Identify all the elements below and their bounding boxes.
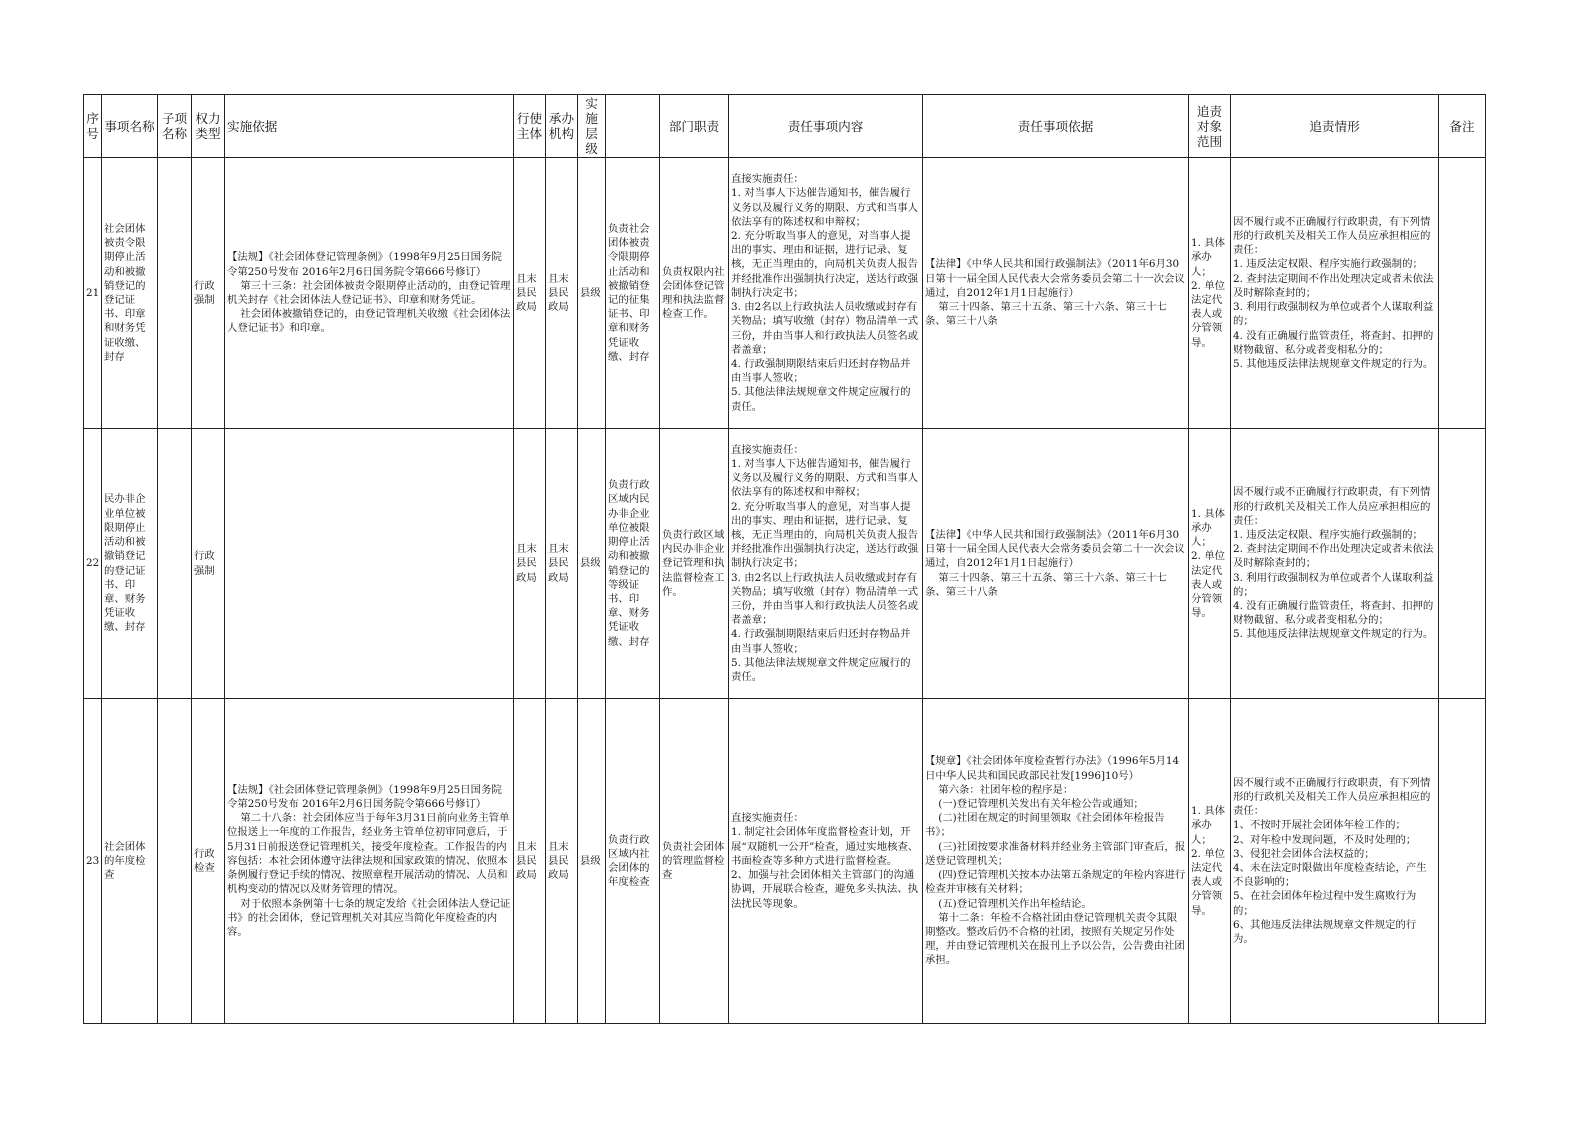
cell-item-name: 民办非企业单位被限期停止活动和被撤销登记的登记证书、印章、财务凭证收缴、封存 (102, 429, 158, 699)
cell-level: 县级 (578, 158, 606, 429)
header-power-type: 权力类型 (192, 95, 225, 158)
header-subject: 行使主体 (514, 95, 546, 158)
responsibility-table (83, 94, 1486, 1024)
cell-resp-basis: 【法律】《中华人民共和国行政强制法》（2011年6月30日第十一届全国人民代表大会常务委员会第二十一次会议通过，自2012年1月1日起施行） 第三十四条、第三十五条、第三十六条、第三十七条、第三十八条 (923, 429, 1189, 699)
cell-basis (225, 429, 514, 699)
header-dept-duty: 部门职责 (660, 95, 729, 158)
cell-org: 且末县民政局 (546, 699, 578, 1024)
cell-resp-content: 直接实施责任： 1. 对当事人下达催告通知书，催告履行义务以及履行义务的期限、方式和当事人依法享有的陈述权和申辩权； 2. 充分听取当事人的意见，对当事人提出的事实、理由和证据，进行记录、复核，无正当理由的，向局机关负责人报告并经批准作出强制执行决定，送达行政强制执行决定书； 3. 由2名以上行政执法人员收缴或封存有关物品；填写收缴（封存）物品清单一式三份，并由当事人和行政执法人员签名或者盖章； 4. 行政强制期限结束后归还封存物品并由当事人签收； 5. 其他法律法规规章文件规定应履行的责任。 (729, 429, 923, 699)
cell-item-name: 社会团体的年度检查 (102, 699, 158, 1024)
header-resp-content: 责任事项内容 (729, 95, 923, 158)
cell-remark (1439, 158, 1486, 429)
header-blank (606, 95, 660, 158)
header-sub-item: 子项名称 (158, 95, 192, 158)
cell-scope: 1. 具体承办人； 2. 单位法定代表人或分管领导。 (1189, 699, 1231, 1024)
cell-sub-item (158, 158, 192, 429)
cell-situation: 因不履行或不正确履行行政职责，有下列情形的行政机关及相关工作人员应承担相应的责任： 1. 违反法定权限、程序实施行政强制的； 2. 查封法定期间不作出处理决定或者未依法及时解除查封的； 3. 利用行政强制权为单位或者个人谋取利益的； 4. 没有正确履行监管责任，将查封、扣押的财物截留、私分或者变相私分的； 5. 其他违反法律法规规章文件规定的行为。 (1231, 429, 1439, 699)
cell-dept-duty: 负责社会团体的管理监督检查 (660, 699, 729, 1024)
cell-seq: 23 (84, 699, 102, 1024)
cell-seq: 22 (84, 429, 102, 699)
header-item-name: 事项名称 (102, 95, 158, 158)
header-seq: 序号 (84, 95, 102, 158)
cell-seq: 21 (84, 158, 102, 429)
cell-subject: 且末县民政局 (514, 699, 546, 1024)
cell-subject: 且末县民政局 (514, 158, 546, 429)
cell-power-type: 行政强制 (192, 158, 225, 429)
header-basis: 实施依据 (225, 95, 514, 158)
cell-remark (1439, 699, 1486, 1024)
cell-situation: 因不履行或不正确履行行政职责，有下列情形的行政机关及相关工作人员应承担相应的责任： 1、不按时开展社会团体年检工作的； 2、对年检中发现问题，不及时处理的； 3、侵犯社会团体合法权益的； 4、未在法定时限做出年度检查结论，产生不良影响的； 5、在社会团体年检过程中发生腐败行为的； 6、其他违反法律法规规章文件规定的行为。 (1231, 699, 1439, 1024)
cell-basis: 【法规】《社会团体登记管理条例》（1998年9月25日国务院令第250号发布 2016年2月6日国务院令第666号修订） 第三十三条：社会团体被责令限期停止活动的，由登记管理机关封存《社会团体法人登记证书》、印章和财务凭证。 社会团体被撤销登记的，由登记管理机关收缴《社会团体法人登记证书》和印章。 (225, 158, 514, 429)
cell-resp-content: 直接实施责任： 1. 制定社会团体年度监督检查计划，开展“双随机一公开”检查，通过实地核查、书面检查等多种方式进行监督检查。 2、加强与社会团体相关主管部门的沟通协调，开展联合检查，避免多头执法、执法扰民等现象。 (729, 699, 923, 1024)
cell-level: 县级 (578, 429, 606, 699)
header-scope: 追责对象范围 (1189, 95, 1231, 158)
header-resp-basis: 责任事项依据 (923, 95, 1189, 158)
header-org: 承办机构 (546, 95, 578, 158)
header-level: 实施层级 (578, 95, 606, 158)
cell-resp-content: 直接实施责任： 1. 对当事人下达催告通知书，催告履行义务以及履行义务的期限、方式和当事人依法享有的陈述权和申辩权； 2. 充分听取当事人的意见，对当事人提出的事实、理由和证据，进行记录、复核，无正当理由的，向局机关负责人报告并经批准作出强制执行决定，送达行政强制执行决定书； 3. 由2名以上行政执法人员收缴或封存有关物品；填写收缴（封存）物品清单一式三份，并由当事人和行政执法人员签名或者盖章； 4. 行政强制期限结束后归还封存物品并由当事人签收； 5. 其他法律法规规章文件规定应履行的责任。 (729, 158, 923, 429)
header-situation: 追责情形 (1231, 95, 1439, 158)
cell-org: 且末县民政局 (546, 158, 578, 429)
cell-level: 县级 (578, 699, 606, 1024)
cell-sub-item (158, 429, 192, 699)
cell-scope: 1. 具体承办人； 2. 单位法定代表人或分管领导。 (1189, 429, 1231, 699)
cell-scope: 1. 具体承办人； 2. 单位法定代表人或分管领导。 (1189, 158, 1231, 429)
table-header-row (84, 95, 1486, 158)
responsibility-list-sheet (83, 94, 1485, 1016)
cell-org: 且末县民政局 (546, 429, 578, 699)
cell-dept-duty: 负责行政区域内民办非企业登记管理和执法监督检查工作。 (660, 429, 729, 699)
cell-basis: 【法规】《社会团体登记管理条例》（1998年9月25日国务院令第250号发布 2016年2月6日国务院令第666号修订） 第二十八条：社会团体应当于每年3月31日前向业务主管单位报送上一年度的工作报告，经业务主管单位初审同意后，于5月31日前报送登记管理机关，接受年度检查。工作报告的内容包括：本社会团体遵守法律法规和国家政策的情况、依照本条例履行登记手续的情况、按照章程开展活动的情况、人员和机构变动的情况以及财务管理的情况。 对于依照本条例第十七条的规定发给《社会团体法人登记证书》的社会团体，登记管理机关对其应当简化年度检查的内容。 (225, 699, 514, 1024)
cell-power-type: 行政检查 (192, 699, 225, 1024)
cell-duty-item: 负责社会团体被责令限期停止活动和被撤销登记的征集证书、印章和财务凭证收缴、封存 (606, 158, 660, 429)
table-row (84, 429, 1486, 699)
table-row (84, 158, 1486, 429)
cell-situation: 因不履行或不正确履行行政职责，有下列情形的行政机关及相关工作人员应承担相应的责任： 1. 违反法定权限、程序实施行政强制的； 2. 查封法定期间不作出处理决定或者未依法及时解除查封的； 3. 利用行政强制权为单位或者个人谋取利益的； 4. 没有正确履行监管责任，将查封、扣押的财物截留、私分或者变相私分的； 5. 其他违反法律法规规章文件规定的行为。 (1231, 158, 1439, 429)
table-row (84, 699, 1486, 1024)
cell-subject: 且末县民政局 (514, 429, 546, 699)
cell-duty-item: 负责行政区域内民办非企业单位被限期停止活动和被撤销登记的等级证书、印章、财务凭证收缴、封存 (606, 429, 660, 699)
header-remark: 备注 (1439, 95, 1486, 158)
cell-duty-item: 负责行政区域内社会团体的年度检查 (606, 699, 660, 1024)
cell-item-name: 社会团体被责令限期停止活动和被撤销登记的登记证书、印章和财务凭证收缴、封存 (102, 158, 158, 429)
cell-power-type: 行政强制 (192, 429, 225, 699)
cell-remark (1439, 429, 1486, 699)
cell-resp-basis: 【法律】《中华人民共和国行政强制法》（2011年6月30日第十一届全国人民代表大会常务委员会第二十一次会议通过，自2012年1月1日起施行） 第三十四条、第三十五条、第三十六条、第三十七条、第三十八条 (923, 158, 1189, 429)
cell-sub-item (158, 699, 192, 1024)
cell-dept-duty: 负责权限内社会团体登记管理和执法监督检查工作。 (660, 158, 729, 429)
cell-resp-basis: 【规章】《社会团体年度检查暂行办法》（1996年5月14日中华人民共和国民政部民社发[1996]10号） 第六条：社团年检的程序是： (一)登记管理机关发出有关年检公告或通知； (二)社团在规定的时间里领取《社会团体年检报告书》； (三)社团按要求准备材料并经业务主管部门审查后，报送登记管理机关； (四)登记管理机关按本办法第五条规定的年检内容进行检查并审核有关材料； (五)登记管理机关作出年检结论。 第十二条：年检不合格社团由登记管理机关责令其限期整改。整改后仍不合格的社团，按照有关规定另作处理，并由登记管理机关在报刊上予以公告，公告费由社团承担。 (923, 699, 1189, 1024)
